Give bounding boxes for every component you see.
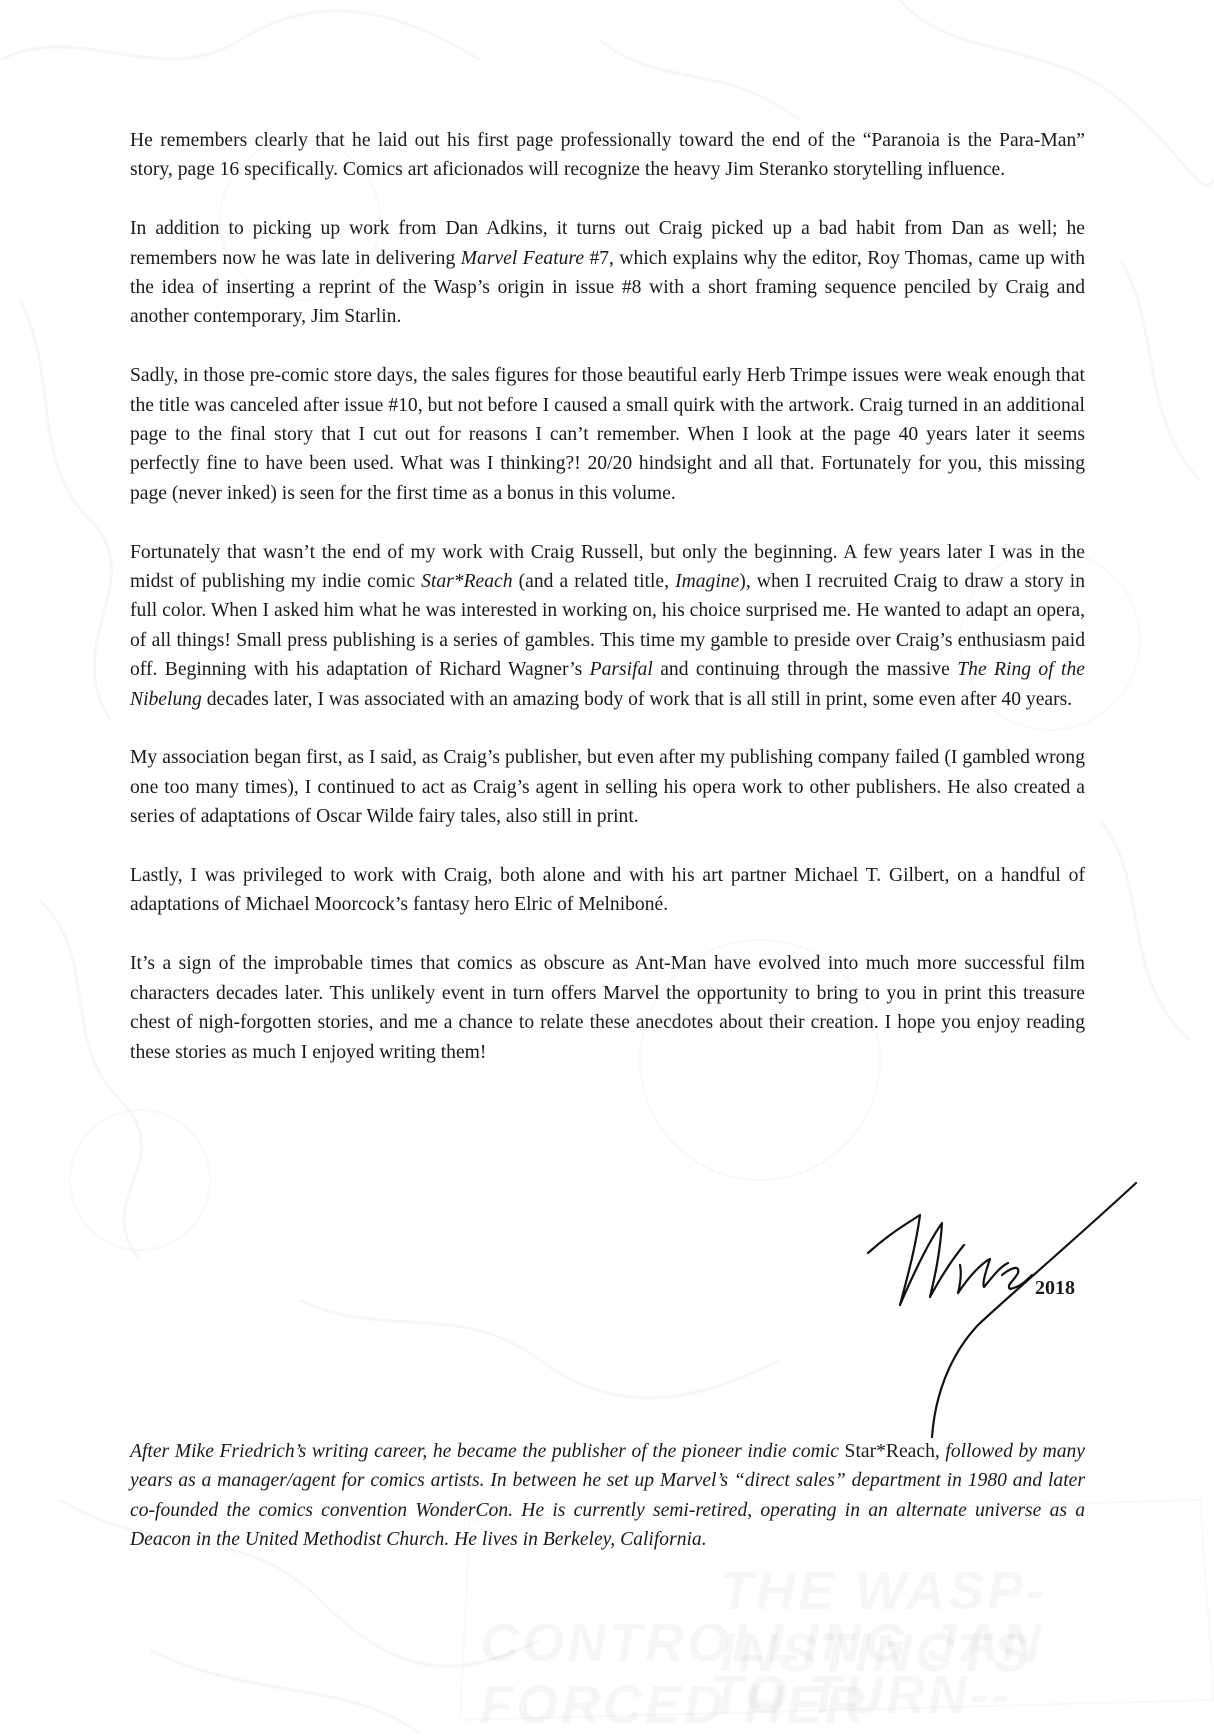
text-run: decades later, I was associated with an amazing body of work that is all still in print, some even after 40 years. <box>201 688 1073 710</box>
italic-title: Parsifal <box>589 659 653 681</box>
paragraph-6 <box>130 861 1085 920</box>
text-run: In addition to picking up work from Dan Adkins, it turns out Craig picked up a bad habit from Dan as well; he remembers now he was late in delivering <box>130 218 1085 269</box>
signature-year: 2018 <box>1035 1277 1075 1299</box>
italic-title: The Ring of the Nibelung <box>130 659 1085 710</box>
paragraph-3 <box>130 361 1085 508</box>
italic-title: Imagine <box>675 571 740 593</box>
paragraph-5 <box>130 743 1085 831</box>
text-run: ), when I recruited Craig to draw a story in full color. When I asked him what he was interested in working on, his choice surprised me. He wanted to adapt an opera, of all things! Small press publishing is a series of gambles. This time my gamble to preside over Craig’s enthusiasm paid off. Beginning with his adaptation of Richard Wagner’s <box>130 571 1085 681</box>
handwritten-signature <box>860 1175 1140 1445</box>
bio-title: Star*Reach <box>844 1441 935 1462</box>
text-run: Fortunately that wasn’t the end of my work with Craig Russell, but only the beginning. A few years later I was in the midst of publishing my indie comic <box>130 541 1085 593</box>
text-run: and continuing through the massive <box>652 659 958 681</box>
text-run: My association began first, as I said, as Craig’s publisher, but even after my publishing company failed (I gambled wrong one too many times), I continued to act as Craig’s agent in selling his opera work to other publishers. He also created a series of adaptations of Oscar Wilde fairy tales, also still in print. <box>130 747 1085 828</box>
text-run: #7, which explains why the editor, Roy Thomas, came up with the idea of inserting a reprint of the Wasp’s origin in issue #8 with a short framing sequence penciled by Craig and another contemporary, Jim Starlin. <box>130 247 1086 328</box>
paragraph-2 <box>130 214 1085 332</box>
bio-text-run: , followed by many years as a manager/agent for comics artists. In between he set up Marvel’s “direct sales” department in 1980 and later co-founded the comics convention WonderCon. He is currently semi-retired, operating in an alternate universe as a Deacon in the United Methodist Church. He lives in Berkeley, California. <box>130 1441 1086 1551</box>
article-body <box>130 126 1085 1067</box>
paragraph-1 <box>130 126 1085 185</box>
paragraph-4 <box>130 538 1085 714</box>
italic-title: Marvel Feature <box>460 247 585 269</box>
paragraph-7 <box>130 949 1085 1067</box>
text-run: He remembers clearly that he laid out his first page professionally toward the end of the “Paranoia is the Para-Man” story, page 16 specifically. Comics art aficionados will recognize the heavy Jim Steranko storytelling influence. <box>130 130 1085 181</box>
italic-title: Star*Reach <box>421 571 513 593</box>
bio-text-run: After Mike Friedrich’s writing career, he became the publisher of the pioneer indie comic <box>130 1441 845 1462</box>
text-run: It’s a sign of the improbable times that comics as obscure as Ant-Man have evolved into much more successful film characters decades later. This unlikely event in turn offers Marvel the opportunity to bring to you in print this treasure chest of nigh-forgotten stories, and me a chance to relate these anecdotes about their creation. I hope you enjoy reading these stories as much I enjoyed writing them! <box>130 953 1085 1063</box>
text-run: Sadly, in those pre-comic store days, the sales figures for those beautiful early Herb Trimpe issues were weak enough that the title was canceled after issue #10, but not before I caused a small quirk with the artwork. Craig turned in an additional page to the final story that I cut out for reasons I can’t remember. When I look at the page 40 years later it seems perfectly fine to have been used. What was I thinking?! 20/20 hindsight and all that. Fortunately for you, this missing page (never inked) is seen for the first time as a bonus in this volume. <box>130 365 1085 504</box>
text-run: Lastly, I was privileged to work with Craig, both alone and with his art partner Michael T. Gilbert, on a handful of adaptations of Michael Moorcock’s fantasy hero Elric of Melniboné. <box>130 865 1085 916</box>
author-bio <box>130 1437 1085 1555</box>
text-run: (and a related title, <box>512 571 676 593</box>
